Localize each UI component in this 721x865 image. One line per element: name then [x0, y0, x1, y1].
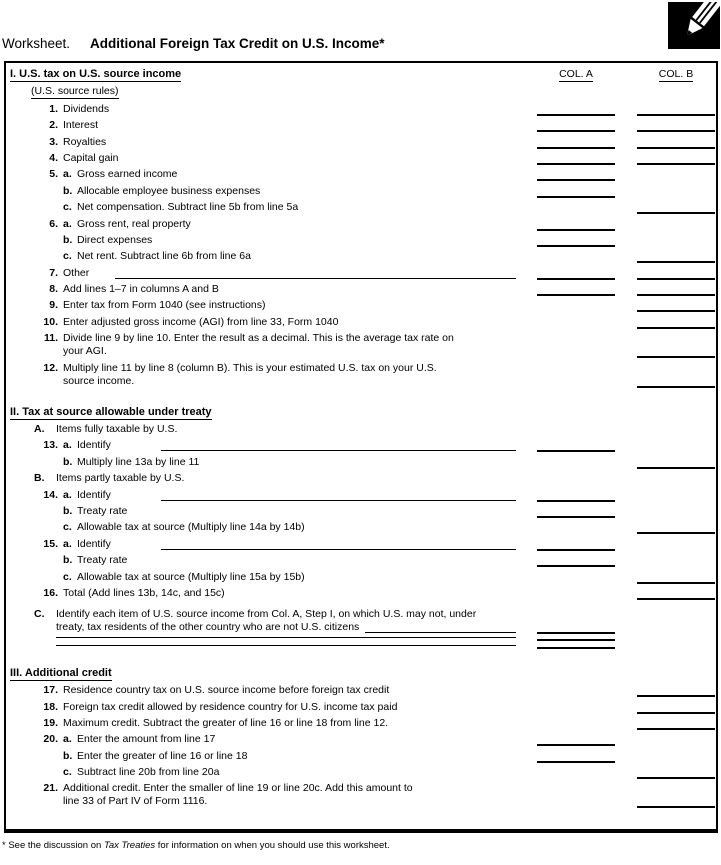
- col-b-blank: [637, 161, 715, 165]
- row-label-text: Identify: [77, 488, 111, 501]
- worksheet-row: [6, 423, 716, 436]
- row-subletter: c.: [63, 570, 72, 583]
- row-text: [77, 234, 516, 247]
- row-text: [56, 608, 516, 634]
- section-heading-row: [6, 68, 716, 82]
- col-a-cell: [537, 299, 615, 312]
- row-text: [77, 456, 516, 469]
- worksheet-row: [6, 283, 716, 296]
- worksheet-row: [6, 136, 716, 149]
- row-text: [77, 439, 516, 452]
- col-b-cell: [637, 645, 715, 649]
- col-a-header-cell: [537, 406, 615, 420]
- col-b-cell: [637, 505, 715, 518]
- row-label: Gross rent, real property: [77, 217, 191, 230]
- col-b-cell: [637, 439, 715, 452]
- row-subletter: a.: [63, 488, 72, 501]
- footnote-italic-term: Tax Treaties: [103, 840, 156, 851]
- row-text: [77, 218, 516, 231]
- col-b-blank: [637, 259, 715, 263]
- row-subletter: c.: [63, 521, 72, 534]
- row-label-text: Identify: [77, 537, 111, 550]
- worksheet-row: [6, 750, 716, 763]
- worksheet-row: [6, 587, 716, 600]
- fill-line: [365, 621, 516, 633]
- row-letter: C.: [34, 607, 45, 620]
- fill-line: [115, 267, 516, 279]
- section-heading-row: [6, 667, 716, 681]
- col-a-blank: [537, 498, 615, 502]
- col-b-header-cell: [637, 406, 715, 420]
- row-text: [77, 750, 516, 763]
- page-title-main: Additional Foreign Tax Credit on U.S. Income*: [90, 36, 385, 51]
- row-label: Divide line 9 by line 10. Enter the result as a decimal. This is the average tax rate on: [63, 332, 454, 345]
- col-a-blank: [537, 292, 615, 296]
- row-label: [77, 489, 516, 502]
- col-a-blank: [537, 145, 615, 149]
- col-b-header: COL. B: [658, 68, 694, 80]
- row-label: [77, 538, 516, 551]
- worksheet-row: [6, 571, 716, 584]
- row-label-text: Other: [63, 266, 90, 279]
- col-b-blank: [637, 384, 715, 388]
- row-text: [77, 766, 516, 779]
- col-a-cell: [537, 587, 615, 600]
- row-number: [10, 766, 58, 779]
- fill-line: [161, 538, 516, 550]
- row-number: [10, 250, 58, 263]
- worksheet-row: [6, 267, 716, 280]
- worksheet-row: [6, 645, 716, 649]
- worksheet-row: [6, 234, 716, 247]
- row-label: Enter the amount from line 17: [77, 733, 216, 746]
- col-a-blank: [537, 161, 615, 165]
- col-b-cell: [637, 554, 715, 567]
- row-number: [10, 571, 58, 584]
- row-label: source income.: [63, 374, 135, 387]
- row-subletter: c.: [63, 766, 72, 779]
- row-label: Maximum credit. Subtract the greater of line 16 or line 18 from line 12.: [63, 716, 389, 729]
- row-label: Allocable employee business expenses: [77, 184, 261, 197]
- row-number: 17.: [43, 684, 58, 697]
- row-label: Foreign tax credit allowed by residence country for U.S. income tax paid: [63, 700, 398, 713]
- row-text: [63, 316, 516, 329]
- worksheet-row: [6, 103, 716, 116]
- footnote: [2, 840, 390, 851]
- row-label: Allowable tax at source (Multiply line 14a by 14b): [77, 521, 305, 534]
- row-number: [10, 185, 58, 198]
- col-b-cell: [637, 185, 715, 198]
- footnote-suffix: for information on when you should use this worksheet.: [155, 840, 390, 851]
- col-a-cell: [537, 766, 615, 779]
- col-a-blank: [537, 243, 615, 247]
- col-a-blank: [537, 194, 615, 198]
- worksheet-row: [6, 554, 716, 567]
- row-text: [63, 267, 516, 280]
- row-subletter: a.: [63, 733, 72, 746]
- row-subletter: c.: [63, 201, 72, 214]
- worksheet-row: [6, 766, 716, 779]
- col-a-blank: [537, 637, 615, 641]
- col-a-cell: [537, 472, 615, 485]
- row-number: 6.: [49, 217, 58, 230]
- fill-line: [56, 637, 516, 638]
- worksheet-row: [6, 152, 716, 165]
- row-text: [56, 472, 516, 485]
- row-number: 11.: [43, 332, 58, 345]
- row-text: [63, 782, 516, 808]
- row-label: Dividends: [63, 102, 110, 115]
- col-a-blank: [537, 112, 615, 116]
- worksheet-row: [6, 185, 716, 198]
- row-label-text: Identify: [77, 439, 111, 452]
- row-number: [10, 456, 58, 469]
- row-number: [10, 234, 58, 247]
- row-number: 1.: [49, 102, 58, 115]
- col-b-cell: [637, 234, 715, 247]
- worksheet-row: [6, 299, 716, 312]
- row-text: [63, 136, 516, 149]
- row-text: [63, 684, 516, 697]
- col-b-blank: [637, 465, 715, 469]
- row-label: Total (Add lines 13b, 14c, and 15c): [63, 586, 225, 599]
- row-number: 13.: [43, 439, 58, 452]
- row-text: [77, 571, 516, 584]
- col-a-blank: [537, 759, 615, 763]
- col-a-cell: [537, 456, 615, 469]
- worksheet-row: [6, 332, 716, 358]
- row-number: 2.: [49, 119, 58, 132]
- row-label: Direct expenses: [77, 233, 153, 246]
- col-b-blank: [637, 308, 715, 312]
- col-b-blank: [637, 580, 715, 584]
- col-a-blank: [537, 448, 615, 452]
- col-b-blank: [637, 325, 715, 329]
- row-number: [10, 750, 58, 763]
- col-a-blank: [537, 128, 615, 132]
- col-b-cell: [637, 489, 715, 502]
- col-a-cell: [537, 684, 615, 697]
- col-a-header-cell: [537, 667, 615, 681]
- col-a-blank: [537, 645, 615, 649]
- fill-line: [161, 489, 516, 501]
- row-text: [63, 283, 516, 296]
- col-a-cell: [537, 521, 615, 534]
- row-text: [77, 168, 516, 181]
- col-b-blank: [637, 145, 715, 149]
- row-label: your AGI.: [63, 345, 107, 358]
- row-subletter: b.: [63, 233, 73, 246]
- row-label: Treaty rate: [77, 554, 128, 567]
- row-label: line 33 of Part IV of Form 1116.: [63, 795, 208, 808]
- col-b-blank: [637, 693, 715, 697]
- worksheet-row: [6, 201, 716, 214]
- row-text: [63, 119, 516, 132]
- col-a-blank: [537, 547, 615, 551]
- col-a-cell: [537, 423, 615, 436]
- col-a-blank: [537, 742, 615, 746]
- worksheet-row: [6, 637, 716, 641]
- row-text: [63, 362, 516, 388]
- col-b-blank: [637, 128, 715, 132]
- worksheet-row: [6, 521, 716, 534]
- page-title-prefix: Worksheet.: [2, 36, 71, 51]
- row-number: 7.: [49, 266, 58, 279]
- worksheet-row: [6, 362, 716, 388]
- row-subletter: b.: [63, 184, 73, 197]
- worksheet-row: [6, 168, 716, 181]
- row-number: 8.: [49, 283, 58, 296]
- row-number: [10, 505, 58, 518]
- row-label: Capital gain: [63, 151, 119, 164]
- worksheet-row: [6, 717, 716, 730]
- col-b-blank: [637, 710, 715, 714]
- worksheet-row: [6, 456, 716, 469]
- row-subletter: b.: [63, 504, 73, 517]
- row-label: Items fully taxable by U.S.: [56, 423, 178, 436]
- row-number: 20.: [43, 733, 58, 746]
- col-a-header-cell: [537, 68, 615, 82]
- col-b-cell: [637, 168, 715, 181]
- worksheet-row: [6, 701, 716, 714]
- col-a-blank: [537, 177, 615, 181]
- col-a-cell: [537, 250, 615, 263]
- section-subheading-row: [6, 85, 716, 99]
- col-a-cell: [537, 717, 615, 730]
- row-label: Net rent. Subtract line 6b from line 6a: [77, 250, 251, 263]
- col-a-blank: [537, 227, 615, 231]
- section-heading: III. Additional credit: [10, 666, 112, 679]
- col-b-cell: [637, 538, 715, 551]
- worksheet-row: [6, 608, 716, 634]
- row-letter: A.: [34, 423, 45, 436]
- col-b-blank: [637, 596, 715, 600]
- row-label: Enter the greater of line 16 or line 18: [77, 749, 248, 762]
- row-number: [10, 521, 58, 534]
- row-text: [77, 201, 516, 214]
- row-text: [63, 701, 516, 714]
- row-text: [63, 332, 516, 358]
- fill-line: [56, 645, 516, 646]
- row-label: Multiply line 13a by line 11: [77, 455, 200, 468]
- row-label: Additional credit. Enter the smaller of line 19 or line 20c. Add this amount to: [63, 782, 413, 795]
- row-text: [63, 299, 516, 312]
- section-heading: I. U.S. tax on U.S. source income: [10, 68, 182, 80]
- row-text: [77, 489, 516, 502]
- row-text: [63, 717, 516, 730]
- row-letter: B.: [34, 472, 45, 485]
- col-a-cell: [537, 332, 615, 358]
- row-subletter: a.: [63, 168, 72, 181]
- row-text: [77, 521, 516, 534]
- section-heading-row: [6, 406, 716, 420]
- row-text: [77, 733, 516, 746]
- worksheet-row: [6, 684, 716, 697]
- row-label: Residence country tax on U.S. source income before foreign tax credit: [63, 684, 390, 697]
- footnote-prefix: * See the discussion on: [2, 840, 104, 851]
- row-label: [56, 621, 516, 634]
- col-b-blank: [637, 112, 715, 116]
- row-subletter: b.: [63, 455, 73, 468]
- worksheet-box: [4, 61, 718, 833]
- row-number: 10.: [43, 315, 58, 328]
- worksheet-row: [6, 489, 716, 502]
- col-b-blank: [637, 726, 715, 730]
- worksheet-row: [6, 119, 716, 132]
- col-a-cell: [537, 316, 615, 329]
- col-a-blank: [537, 276, 615, 280]
- row-subletter: b.: [63, 554, 73, 567]
- worksheet-row: [6, 538, 716, 551]
- row-label: Treaty rate: [77, 504, 128, 517]
- col-b-blank: [637, 804, 715, 808]
- row-number: [10, 554, 58, 567]
- row-text: [77, 185, 516, 198]
- col-b-cell: [637, 733, 715, 746]
- row-subletter: c.: [63, 250, 72, 263]
- col-b-blank: [637, 775, 715, 779]
- worksheet-rows: [6, 68, 716, 808]
- row-number: 5.: [49, 168, 58, 181]
- row-label: Identify each item of U.S. source income from Col. A, Step I, on which U.S. may not, under: [56, 607, 477, 620]
- col-b-cell: [637, 423, 715, 436]
- row-label: Enter adjusted gross income (AGI) from line 33, Form 1040: [63, 315, 339, 328]
- col-b-blank: [637, 530, 715, 534]
- worksheet-row: [6, 316, 716, 329]
- worksheet-row: [6, 218, 716, 231]
- col-b-blank: [637, 292, 715, 296]
- row-subletter: a.: [63, 439, 72, 452]
- col-b-cell: [637, 637, 715, 641]
- row-number: 18.: [43, 700, 58, 713]
- worksheet-row: [6, 439, 716, 452]
- row-label: Allowable tax at source (Multiply line 15a by 15b): [77, 570, 305, 583]
- row-label-text: treaty, tax residents of the other country who are not U.S. citizens: [56, 620, 360, 633]
- row-label: Items partly taxable by U.S.: [56, 472, 185, 485]
- row-text: [77, 554, 516, 567]
- row-number: 3.: [49, 135, 58, 148]
- col-b-cell: [637, 750, 715, 763]
- col-b-header-cell: [637, 68, 715, 82]
- row-text: [77, 505, 516, 518]
- row-text: [56, 423, 516, 436]
- row-number: 19.: [43, 716, 58, 729]
- row-number: 9.: [49, 299, 58, 312]
- col-a-cell: [537, 362, 615, 388]
- row-label: [77, 439, 516, 452]
- row-text: [63, 587, 516, 600]
- row-text: [77, 538, 516, 551]
- pencil-icon: [668, 2, 720, 49]
- row-number: 4.: [49, 151, 58, 164]
- row-number: 15.: [43, 537, 58, 550]
- col-a-cell: [537, 571, 615, 584]
- col-a-blank: [537, 514, 615, 518]
- col-a-cell: [537, 201, 615, 214]
- section-heading: II. Tax at source allowable under treaty: [10, 405, 212, 418]
- row-label: Multiply line 11 by line 8 (column B). This is your estimated U.S. tax on your U.S.: [63, 361, 437, 374]
- col-b-cell: [637, 472, 715, 485]
- worksheet-row: [6, 782, 716, 808]
- col-a-cell: [537, 701, 615, 714]
- col-b-header-cell: [637, 667, 715, 681]
- row-label: Add lines 1–7 in columns A and B: [63, 283, 219, 296]
- row-number: 14.: [43, 488, 58, 501]
- row-number: 12.: [43, 361, 58, 374]
- col-a-header: COL. A: [559, 68, 593, 80]
- worksheet-row: [6, 472, 716, 485]
- col-b-cell: [637, 608, 715, 634]
- row-text: [63, 103, 516, 116]
- row-number: 21.: [43, 782, 58, 795]
- row-label: Royalties: [63, 135, 107, 148]
- row-subletter: b.: [63, 749, 73, 762]
- worksheet-row: [6, 505, 716, 518]
- row-text: [77, 250, 516, 263]
- col-a-blank: [537, 563, 615, 567]
- col-b-blank: [637, 210, 715, 214]
- row-text: [63, 152, 516, 165]
- row-number: 16.: [43, 586, 58, 599]
- col-b-blank: [637, 354, 715, 358]
- col-b-blank: [637, 276, 715, 280]
- col-b-cell: [637, 218, 715, 231]
- row-label: Net compensation. Subtract line 5b from line 5a: [77, 201, 299, 214]
- page-title: [2, 36, 385, 51]
- worksheet-row: [6, 250, 716, 263]
- row-subletter: a.: [63, 537, 72, 550]
- row-number: [10, 201, 58, 214]
- section-subheading: (U.S. source rules): [31, 85, 119, 98]
- fill-line: [161, 439, 516, 451]
- col-a-cell: [537, 782, 615, 808]
- row-label: Subtract line 20b from line 20a: [77, 766, 220, 779]
- row-label: [63, 267, 516, 280]
- col-a-blank: [537, 630, 615, 634]
- row-label: Enter tax from Form 1040 (see instructions): [63, 299, 266, 312]
- row-subletter: a.: [63, 217, 72, 230]
- worksheet-row: [6, 733, 716, 746]
- row-label: Interest: [63, 119, 99, 132]
- row-label: Gross earned income: [77, 168, 178, 181]
